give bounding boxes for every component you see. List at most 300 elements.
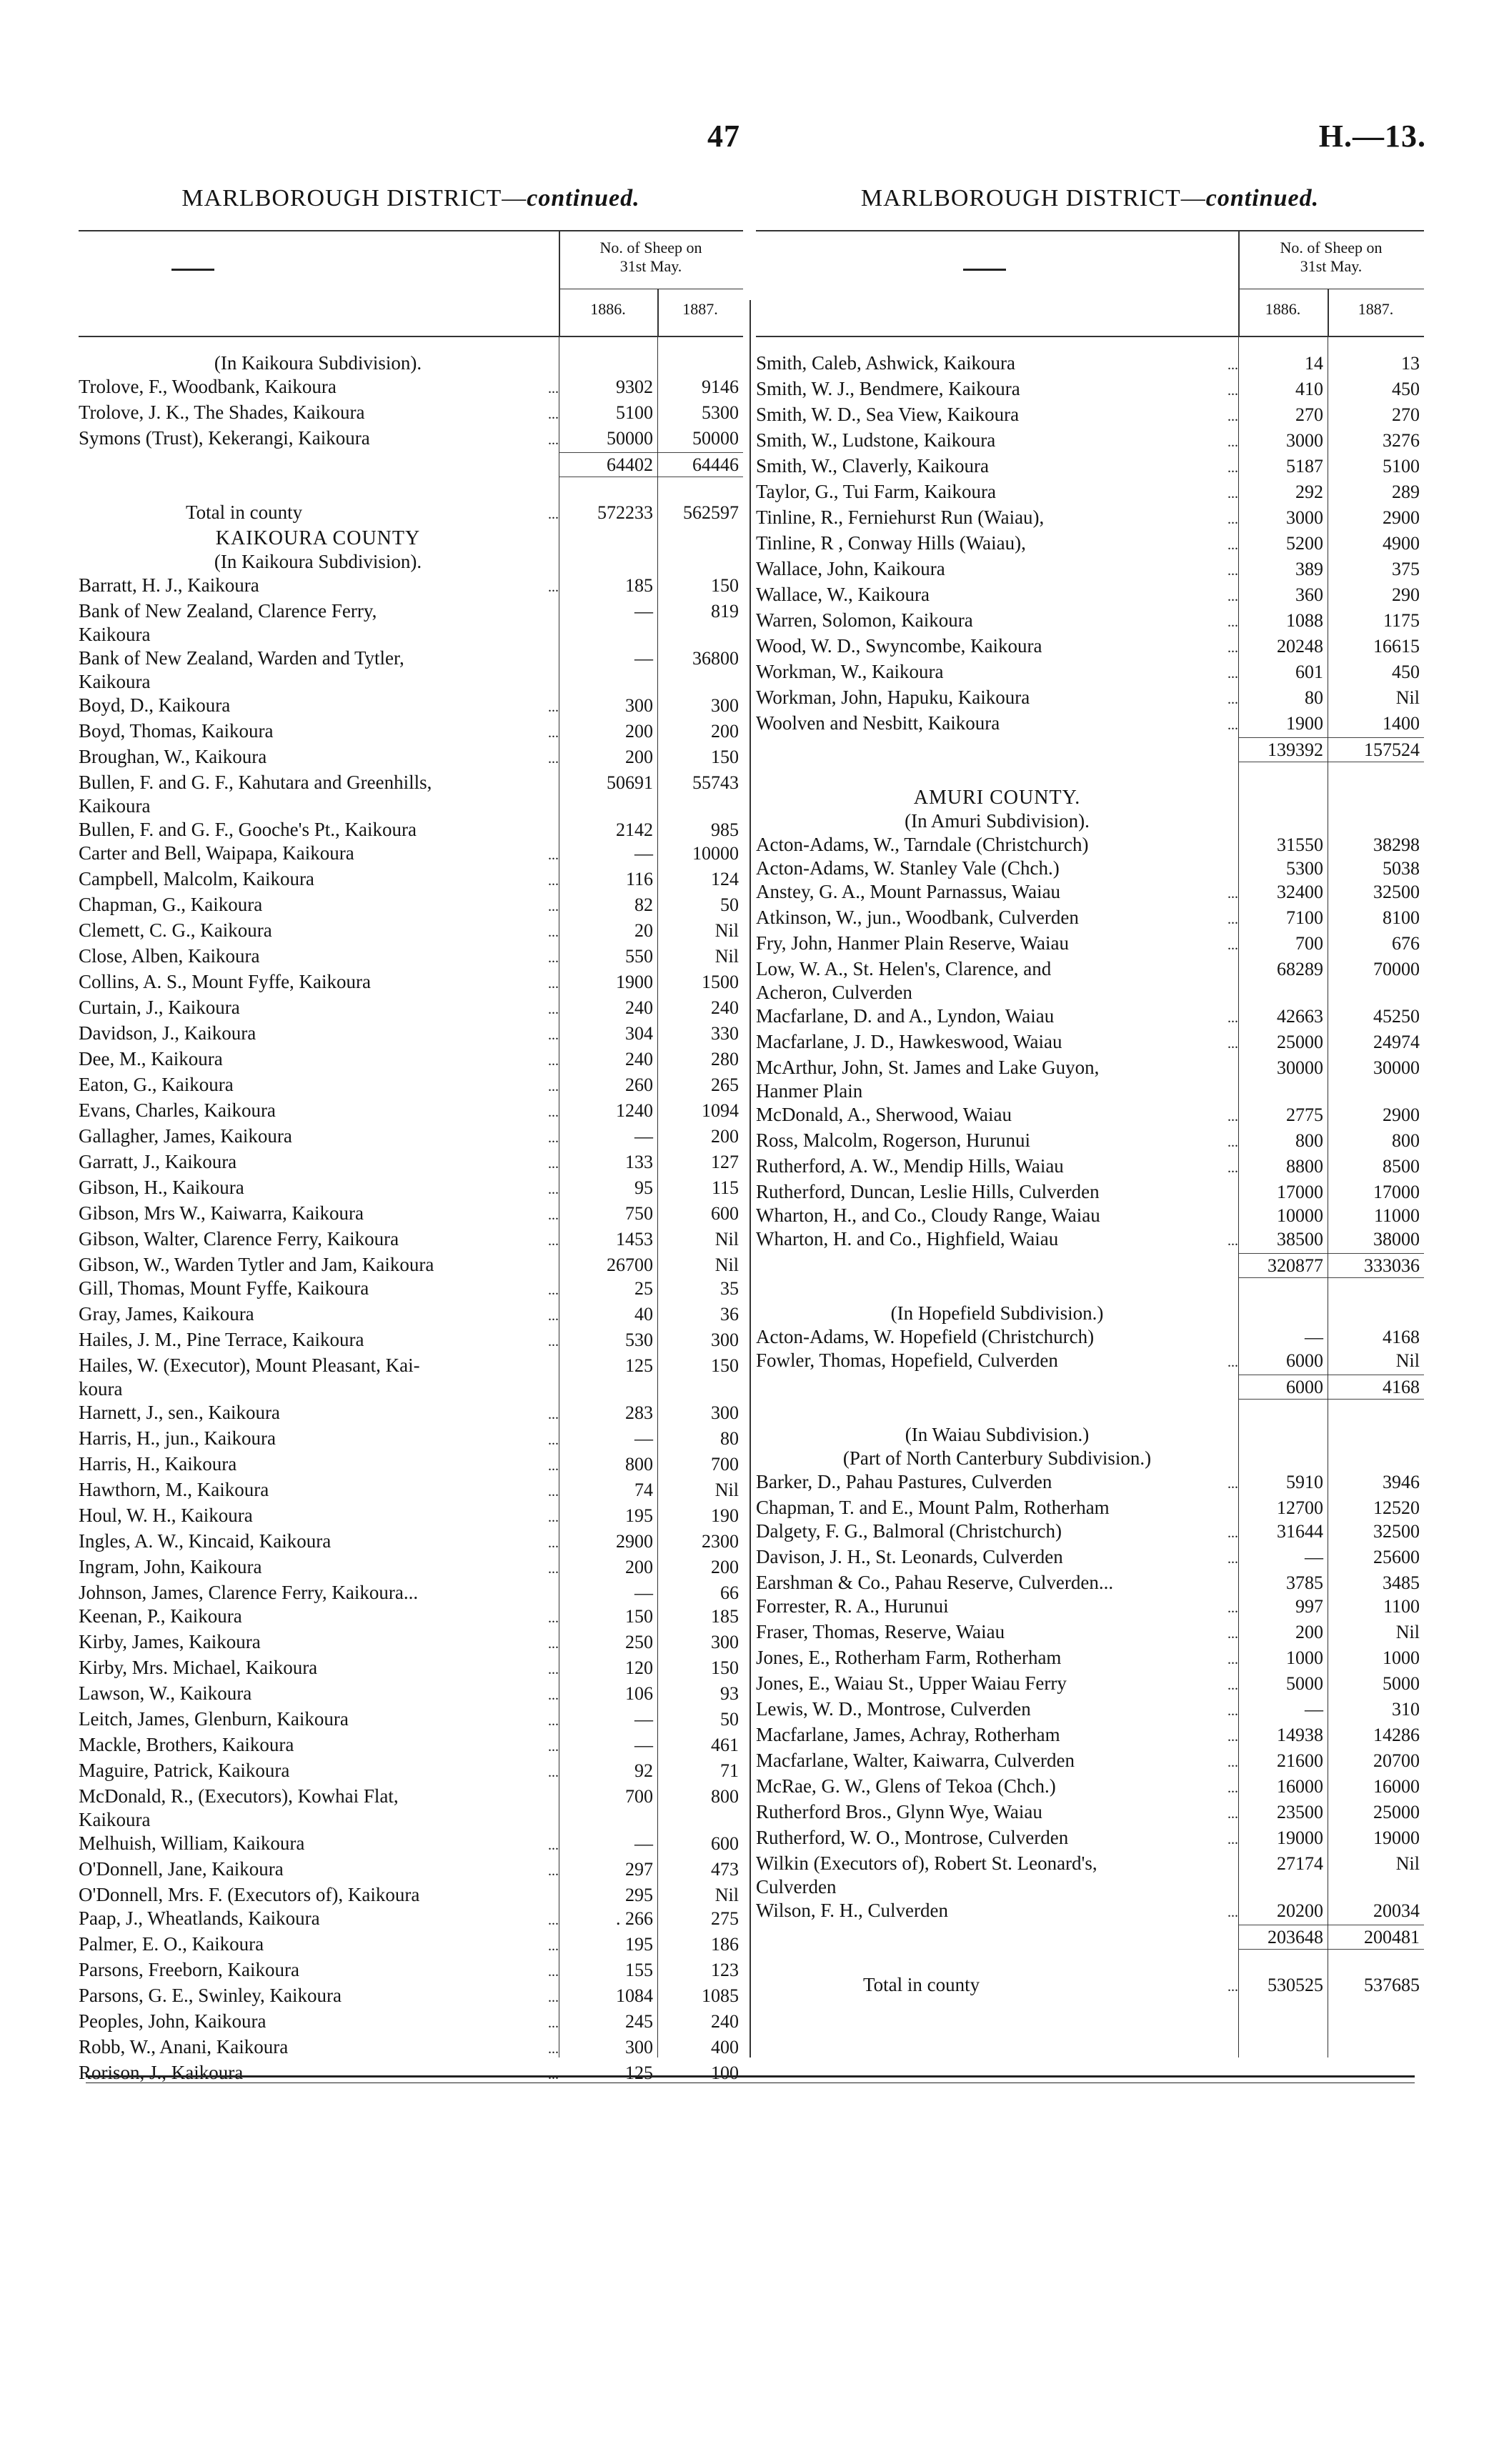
owner-name: O'Donnell, Jane, Kaikoura xyxy=(79,1858,284,1880)
sheep-1887: 461 xyxy=(711,1735,739,1755)
leader-dots xyxy=(915,981,1238,1004)
owner-name: Macfarlane, James, Achray, Rotherham xyxy=(756,1724,1060,1745)
leader-dots xyxy=(434,771,559,794)
leader-dots xyxy=(379,599,559,623)
table-row xyxy=(79,2035,743,2061)
owner-name: Rutherford Bros., Glynn Wye, Waiau xyxy=(756,1801,1042,1822)
sheep-1887: 45250 xyxy=(1373,1006,1420,1027)
table-row xyxy=(79,1302,743,1328)
table-row xyxy=(756,906,1424,932)
table-row xyxy=(79,794,743,818)
owner-name: Curtain, J., Kaikoura xyxy=(79,997,240,1018)
owner-name: Broughan, W., Kaikoura xyxy=(79,746,267,767)
sheep-1886: 7100 xyxy=(1286,907,1323,928)
table-row xyxy=(79,1150,743,1176)
owner-name: Barker, D., Pahau Pastures, Culverden xyxy=(756,1471,1052,1492)
sheep-1887: Nil xyxy=(1395,687,1420,708)
sheep-1886: 68289 xyxy=(1277,959,1323,979)
leader-dots xyxy=(1112,1496,1238,1520)
sheep-1886: 297 xyxy=(625,1859,653,1880)
sheep-1886: 320877 xyxy=(1238,1253,1328,1278)
leader-dots: ... xyxy=(548,1156,559,1172)
sheep-1886: 572233 xyxy=(597,502,653,523)
table-row xyxy=(79,1047,743,1073)
owner-name: Tinline, R , Conway Hills (Waiau), xyxy=(756,532,1026,554)
owner-name: Wilkin (Executors of), Robert St. Leonard's, xyxy=(756,1852,1097,1874)
table-row xyxy=(756,1697,1424,1723)
sheep-1887: 819 xyxy=(711,601,739,622)
leader-dots: ... xyxy=(1227,434,1238,450)
sheep-1886: 5187 xyxy=(1286,456,1323,477)
sheep-1887: 1085 xyxy=(702,1985,739,2006)
sheep-1886: 2775 xyxy=(1286,1104,1323,1125)
table-row xyxy=(79,670,743,694)
owner-name: Forrester, R. A., Hurunui xyxy=(756,1595,949,1617)
sheep-count-label xyxy=(1238,239,1424,276)
table-row xyxy=(756,1800,1424,1826)
owner-name: McArthur, John, St. James and Lake Guyon, xyxy=(756,1057,1100,1078)
table-row xyxy=(79,944,743,970)
sheep-1887: 1000 xyxy=(1383,1647,1420,1668)
sheep-1887: 150 xyxy=(711,575,739,596)
owner-name: Hawthorn, M., Kaikoura xyxy=(79,1479,269,1500)
leader-dots: ... xyxy=(548,1207,559,1223)
owner-name: Hanmer Plain xyxy=(756,1080,863,1102)
left-table-body xyxy=(79,351,743,2087)
leader-dots: ... xyxy=(548,1053,559,1069)
owner-name: Kirby, James, Kaikoura xyxy=(79,1631,261,1652)
owner-name: Atkinson, W., jun., Woodbank, Culverden xyxy=(756,907,1079,928)
document-reference: H.—13. xyxy=(1318,119,1426,154)
sheep-1886: 26700 xyxy=(607,1255,653,1275)
leader-dots: ... xyxy=(1227,1109,1238,1124)
owner-name: Symons (Trust), Kekerangi, Kaikoura xyxy=(79,427,370,449)
sheep-1887: 9146 xyxy=(702,376,739,397)
sheep-1886: 200 xyxy=(1295,1622,1323,1642)
owner-name: Gray, James, Kaikoura xyxy=(79,1303,254,1325)
sheep-1886: 203648 xyxy=(1238,1925,1328,1950)
sheep-1887: 127 xyxy=(711,1152,739,1172)
sheep-1886: 389 xyxy=(1295,559,1323,579)
table-row xyxy=(756,932,1424,957)
total-row xyxy=(756,1973,1424,1999)
sheep-1887: 35 xyxy=(720,1278,739,1299)
table-row xyxy=(756,1349,1424,1375)
table-row xyxy=(79,970,743,996)
sheep-1887: 600 xyxy=(711,1203,739,1224)
owner-name: McDonald, A., Sherwood, Waiau xyxy=(756,1104,1012,1125)
county-heading: KAIKOURA COUNTY xyxy=(215,527,421,549)
leader-dots: ... xyxy=(548,507,559,522)
owner-name: Smith, W., Ludstone, Kaikoura xyxy=(756,429,996,451)
table-row xyxy=(756,1620,1424,1646)
table-row xyxy=(756,1899,1424,1925)
leader-dots xyxy=(1116,1571,1238,1595)
sheep-1887: 275 xyxy=(711,1908,739,1929)
sheep-1886: 133 xyxy=(625,1152,653,1172)
sheep-1886: 20248 xyxy=(1277,636,1323,657)
owner-name: Acton-Adams, W. Stanley Vale (Chch.) xyxy=(756,857,1060,879)
table-row xyxy=(79,1328,743,1354)
sheep-1887: 200481 xyxy=(1328,1925,1424,1950)
sheep-1887 xyxy=(1328,981,1424,1004)
table-row xyxy=(756,1154,1424,1180)
leader-dots: ... xyxy=(1227,666,1238,682)
sheep-1886 xyxy=(559,670,657,694)
sheep-1886: 82 xyxy=(634,894,653,915)
leader-dots: ... xyxy=(548,1713,559,1729)
leader-dots xyxy=(402,1785,559,1808)
subdivision-heading: (In Amuri Subdivision). xyxy=(905,810,1090,832)
sheep-1886: 17000 xyxy=(1277,1182,1323,1202)
sheep-1887: Nil xyxy=(714,920,739,941)
sheep-1886: 6000 xyxy=(1286,1350,1323,1371)
sheep-1887: 17000 xyxy=(1373,1182,1420,1202)
sheep-1887: 3946 xyxy=(1383,1472,1420,1492)
table-row xyxy=(79,771,743,794)
owner-name: Bullen, F. and G. F., Gooche's Pt., Kaikoura xyxy=(79,819,417,840)
leader-dots: ... xyxy=(548,1233,559,1249)
leader-dots: ... xyxy=(1227,460,1238,476)
owner-name: Harnett, J., sen., Kaikoura xyxy=(79,1402,280,1423)
sheep-1887: 13 xyxy=(1401,353,1420,374)
leader-dots: ... xyxy=(548,1739,559,1755)
leader-dots xyxy=(419,818,559,842)
owner-name: Johnson, James, Clarence Ferry, Kaikoura... xyxy=(79,1582,419,1603)
sheep-1886: 195 xyxy=(625,1505,653,1526)
subtotal-row xyxy=(756,737,1424,762)
sheep-1886: 360 xyxy=(1295,584,1323,605)
owner-name: Macfarlane, D. and A., Lyndon, Waiau xyxy=(756,1005,1055,1027)
table-row xyxy=(79,1401,743,1427)
leader-dots xyxy=(839,1875,1238,1899)
sheep-1886: 410 xyxy=(1295,379,1323,399)
owner-name: Davidson, J., Kaikoura xyxy=(79,1022,257,1044)
leader-dots xyxy=(1102,1056,1238,1079)
table-row xyxy=(79,1605,743,1630)
table-row xyxy=(79,1202,743,1227)
leader-dots: ... xyxy=(1227,589,1238,604)
table-row xyxy=(756,1103,1424,1129)
sheep-1886: 530 xyxy=(625,1330,653,1350)
sheep-1887: 16615 xyxy=(1373,636,1420,657)
sheep-1886: 185 xyxy=(625,575,653,596)
owner-name: Wallace, John, Kaikoura xyxy=(756,558,945,579)
sheep-1886: 1240 xyxy=(616,1100,653,1121)
owner-name: Leitch, James, Glenburn, Kaikoura xyxy=(79,1708,349,1730)
sheep-1886 xyxy=(1238,1875,1328,1899)
sheep-1887: Nil xyxy=(1395,1622,1420,1642)
sheep-1886: 27174 xyxy=(1277,1853,1323,1874)
sheep-1887: 10000 xyxy=(692,843,739,864)
sheep-1886: 80 xyxy=(1305,687,1323,708)
sheep-1887: 473 xyxy=(711,1859,739,1880)
sheep-1887: 8500 xyxy=(1383,1156,1420,1177)
sheep-1886: 200 xyxy=(625,721,653,742)
spacer xyxy=(756,1400,1424,1423)
table-row xyxy=(79,1452,743,1478)
year-1887-label: 1887. xyxy=(682,300,718,318)
right-col-divider-1886 xyxy=(1238,300,1239,2058)
sheep-1886: 530525 xyxy=(1268,1975,1323,1995)
table-row xyxy=(79,1073,743,1099)
table-row xyxy=(756,403,1424,429)
sheep-1887: 1100 xyxy=(1383,1596,1420,1617)
leader-dots: ... xyxy=(548,1282,559,1298)
owner-name: Rorison, J., Kaikoura xyxy=(79,2062,244,2083)
sheep-1887: 190 xyxy=(711,1505,739,1526)
sheep-1887: 36 xyxy=(720,1304,739,1325)
owner-name: Keenan, P., Kaikoura xyxy=(79,1605,242,1627)
leader-dots: ... xyxy=(1227,1525,1238,1541)
sheep-1886: 92 xyxy=(634,1760,653,1781)
leader-dots: ... xyxy=(548,406,559,422)
table-row xyxy=(756,1129,1424,1154)
sheep-1887: 25600 xyxy=(1373,1547,1420,1567)
owner-name: Houl, W. H., Kaikoura xyxy=(79,1505,253,1526)
sheep-1886: 300 xyxy=(625,2037,653,2058)
leader-dots xyxy=(865,1079,1238,1103)
owner-name: Mackle, Brothers, Kaikoura xyxy=(79,1734,294,1755)
sheep-1887: 300 xyxy=(711,1402,739,1423)
leader-dots xyxy=(153,1808,559,1832)
sheep-1886: 250 xyxy=(625,1632,653,1652)
sheep-1886: 5300 xyxy=(1286,858,1323,879)
owner-name: Macfarlane, J. D., Hawkeswood, Waiau xyxy=(756,1031,1062,1052)
owner-name: Parsons, Freeborn, Kaikoura xyxy=(79,1959,299,1980)
owner-name: Clemett, C. G., Kaikoura xyxy=(79,919,272,941)
owner-name: Melhuish, William, Kaikoura xyxy=(79,1832,305,1854)
leader-dots xyxy=(1062,857,1238,880)
sheep-1886: 200 xyxy=(625,1557,653,1577)
leader-dots: ... xyxy=(1227,512,1238,527)
table-row xyxy=(79,1555,743,1581)
table-row xyxy=(756,429,1424,454)
sheep-1887: 2900 xyxy=(1383,1104,1420,1125)
leader-dots: ... xyxy=(548,381,559,396)
leader-dots: ... xyxy=(548,1002,559,1017)
sheep-1887 xyxy=(657,670,743,694)
sheep-1887: 93 xyxy=(720,1683,739,1704)
sheep-1886: 10000 xyxy=(1277,1205,1323,1226)
table-row xyxy=(756,351,1424,377)
sheep-1886: 700 xyxy=(1295,933,1323,954)
table-row xyxy=(79,996,743,1022)
owner-name: Culverden xyxy=(756,1876,837,1897)
table-row xyxy=(79,1785,743,1808)
sheep-1887: 24974 xyxy=(1373,1032,1420,1052)
sheep-1887: 400 xyxy=(711,2037,739,2058)
table-row xyxy=(756,609,1424,634)
leader-dots: ... xyxy=(1227,1134,1238,1150)
sheep-1886: 5100 xyxy=(616,402,653,423)
sheep-1886 xyxy=(559,623,657,647)
sheep-1887: 600 xyxy=(711,1833,739,1854)
center-divider xyxy=(750,300,751,2058)
name-column-dash xyxy=(171,269,214,271)
owner-name: Hailes, J. M., Pine Terrace, Kaikoura xyxy=(79,1329,364,1350)
table-row xyxy=(79,1022,743,1047)
right-column xyxy=(756,180,1424,1999)
leader-dots: ... xyxy=(548,699,559,715)
sheep-1887: 186 xyxy=(711,1934,739,1955)
district-title xyxy=(79,180,743,217)
sheep-1887: 5300 xyxy=(702,402,739,423)
table-row xyxy=(79,1427,743,1452)
leader-dots: ... xyxy=(548,1407,559,1422)
sheep-1887: 50 xyxy=(720,1709,739,1730)
leader-dots: ... xyxy=(548,1027,559,1043)
leader-dots xyxy=(759,1375,1238,1400)
owner-name: Fowler, Thomas, Hopefield, Culverden xyxy=(756,1350,1058,1371)
leader-dots: ... xyxy=(1227,1160,1238,1176)
name-column-dash xyxy=(963,269,1006,271)
sheep-1886: 16000 xyxy=(1277,1776,1323,1797)
sheep-1886: 3000 xyxy=(1286,507,1323,528)
sheep-1886: 25000 xyxy=(1277,1032,1323,1052)
owner-name: Gallagher, James, Kaikoura xyxy=(79,1125,292,1147)
sheep-1886: 550 xyxy=(625,946,653,967)
owner-name: Smith, Caleb, Ashwick, Kaikoura xyxy=(756,352,1015,374)
sheep-1886: — xyxy=(1305,1699,1323,1720)
sheep-1887: 12520 xyxy=(1373,1497,1420,1518)
leader-dots: ... xyxy=(548,1432,559,1448)
owner-name: Bank of New Zealand, Clarence Ferry, xyxy=(79,600,377,622)
sheep-1886: 95 xyxy=(634,1177,653,1198)
sheep-1887: 562597 xyxy=(683,502,739,523)
sheep-1887: 4168 xyxy=(1383,1327,1420,1347)
leader-dots: ... xyxy=(548,1484,559,1500)
owner-name: Gibson, W., Warden Tytler and Jam, Kaikoura xyxy=(79,1254,434,1275)
owner-name: Fry, John, Hanmer Plain Reserve, Waiau xyxy=(756,932,1069,954)
sheep-1886: 300 xyxy=(625,695,653,716)
table-row xyxy=(756,1079,1424,1103)
sheep-1886: 240 xyxy=(625,1049,653,1069)
owner-name: Smith, W. J., Bendmere, Kaikoura xyxy=(756,378,1020,399)
sheep-1887: 290 xyxy=(1392,584,1420,605)
leader-dots xyxy=(1103,1204,1238,1227)
leader-dots xyxy=(1100,1852,1238,1875)
owner-name: Dalgety, F. G., Balmoral (Christchurch) xyxy=(756,1520,1062,1542)
sheep-1887: 185 xyxy=(711,1606,739,1627)
sheep-1887: Nil xyxy=(714,1480,739,1500)
sheep-1886: 120 xyxy=(625,1657,653,1678)
sheep-1887: 375 xyxy=(1392,559,1420,579)
year-1886-label: 1886. xyxy=(1265,300,1301,318)
sheep-1887: Nil xyxy=(1395,1853,1420,1874)
owner-name: Anstey, G. A., Mount Parnassus, Waiau xyxy=(756,881,1061,902)
sheep-1886: — xyxy=(634,648,653,669)
sheep-1886: 14938 xyxy=(1277,1725,1323,1745)
sheep-1887: 38298 xyxy=(1373,834,1420,855)
subdivision-heading: (In Hopefield Subdivision.) xyxy=(890,1302,1104,1324)
sheep-1887: 310 xyxy=(1392,1699,1420,1720)
table-row xyxy=(79,893,743,919)
sheep-1886: 304 xyxy=(625,1023,653,1044)
sheep-1887: 50 xyxy=(720,894,739,915)
table-row xyxy=(79,1832,743,1857)
leader-dots: ... xyxy=(548,1863,559,1879)
leader-dots: ... xyxy=(548,1535,559,1551)
table-row xyxy=(79,1176,743,1202)
table-row xyxy=(756,1004,1424,1030)
owner-name: Trolove, F., Woodbank, Kaikoura xyxy=(79,376,337,397)
county-heading: AMURI COUNTY. xyxy=(913,787,1081,809)
leader-dots xyxy=(81,452,559,477)
subtotal-row xyxy=(756,1925,1424,1950)
leader-dots: ... xyxy=(1227,1036,1238,1052)
sheep-1886: 50000 xyxy=(607,428,653,449)
sheep-1886: 800 xyxy=(1295,1130,1323,1151)
owner-name: Lawson, W., Kaikoura xyxy=(79,1682,252,1704)
owner-name: Gibson, Walter, Clarence Ferry, Kaikoura xyxy=(79,1228,399,1250)
table-row xyxy=(756,660,1424,686)
sheep-date-line: 31st May. xyxy=(619,257,682,275)
owner-name: Peoples, John, Kaikoura xyxy=(79,2010,267,2032)
sheep-1886: 20 xyxy=(634,920,653,941)
leader-dots: ... xyxy=(548,873,559,889)
sheep-1887: 289 xyxy=(1392,482,1420,502)
sheep-1887: 123 xyxy=(711,1960,739,1980)
sheep-1886: 295 xyxy=(625,1885,653,1905)
table-row xyxy=(79,1354,743,1377)
leader-dots: ... xyxy=(548,1837,559,1853)
leader-dots: ... xyxy=(548,1458,559,1474)
leader-dots: ... xyxy=(548,1610,559,1626)
owner-name: Total in county xyxy=(863,1974,980,1995)
leader-dots: ... xyxy=(1227,1233,1238,1249)
table-row xyxy=(756,583,1424,609)
owner-name: Wharton, H., and Co., Cloudy Range, Waiau xyxy=(756,1204,1100,1226)
owner-name: Low, W. A., St. Helen's, Clarence, and xyxy=(756,958,1052,979)
sheep-1887: 8100 xyxy=(1383,907,1420,928)
sheep-1886: 997 xyxy=(1295,1596,1323,1617)
sheep-1887: 100 xyxy=(711,2063,739,2083)
table-row xyxy=(79,1277,743,1302)
table-row xyxy=(756,454,1424,480)
owner-name: Close, Alben, Kaikoura xyxy=(79,945,260,967)
leader-dots: ... xyxy=(548,725,559,741)
sheep-1886: 32400 xyxy=(1277,882,1323,902)
sheep-1887: 330 xyxy=(711,1023,739,1044)
sheep-1887: 450 xyxy=(1392,662,1420,682)
leader-dots: ... xyxy=(548,976,559,992)
sheep-1887: 20034 xyxy=(1373,1900,1420,1921)
leader-dots: ... xyxy=(1227,1652,1238,1667)
table-row xyxy=(79,694,743,719)
owner-name: Warren, Solomon, Kaikoura xyxy=(756,609,973,631)
owner-name: Paap, J., Wheatlands, Kaikoura xyxy=(79,1907,320,1929)
table-header xyxy=(756,230,1424,337)
leader-dots xyxy=(153,670,559,694)
sheep-1886: 38500 xyxy=(1277,1229,1323,1250)
sheep-date-line: 31st May. xyxy=(1300,257,1363,275)
owner-name: Kaikoura xyxy=(79,671,151,692)
owner-name: Workman, W., Kaikoura xyxy=(756,661,944,682)
table-row xyxy=(756,557,1424,583)
owner-name: Kirby, Mrs. Michael, Kaikoura xyxy=(79,1657,318,1678)
owner-name: Woolven and Nesbitt, Kaikoura xyxy=(756,712,1000,734)
owner-name: Maguire, Patrick, Kaikoura xyxy=(79,1760,290,1781)
subtotal-row xyxy=(756,1253,1424,1278)
sheep-1887: 124 xyxy=(711,869,739,889)
spacer xyxy=(756,1950,1424,1973)
sheep-1887: 38000 xyxy=(1373,1229,1420,1250)
sheep-1886: 292 xyxy=(1295,482,1323,502)
sheep-1887: 240 xyxy=(711,997,739,1018)
sheep-1887: 4900 xyxy=(1383,533,1420,554)
sheep-1886: 1088 xyxy=(1286,610,1323,631)
